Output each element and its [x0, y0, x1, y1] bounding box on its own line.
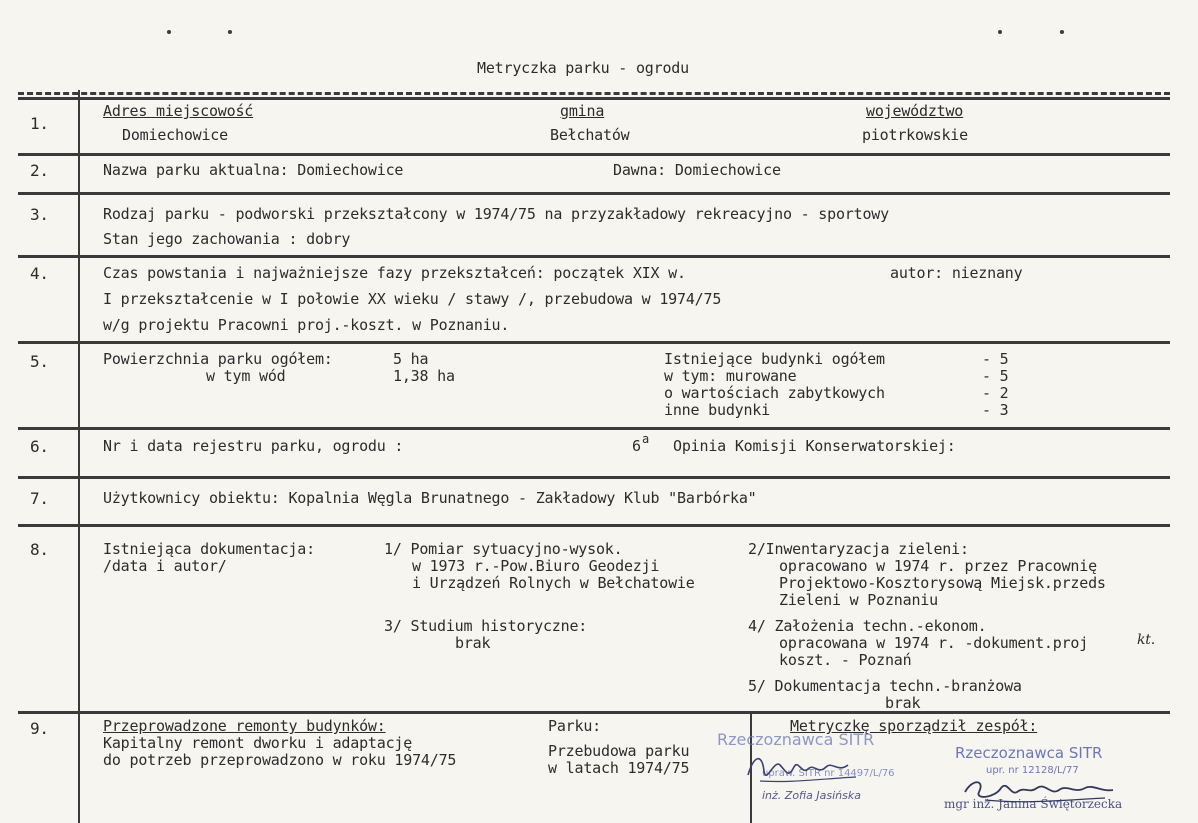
column-divider — [78, 90, 80, 823]
czas-powstania: Czas powstania i najważniejsze fazy przekształceń: początek XIX w. — [103, 264, 686, 282]
doc-2-line-4: Zieleni w Poznaniu — [779, 591, 938, 609]
row-divider — [18, 97, 1170, 100]
row-divider — [18, 341, 1170, 344]
adres-value: Domiechowice — [122, 126, 228, 144]
stamp-left-upr: upraw. SITR nr 14497/L/76 — [762, 768, 895, 779]
rejestr-label: Nr i data rejestru parku, ogrodu : — [103, 437, 404, 455]
wojewodztwo-label: województwo — [866, 102, 964, 120]
uzytkownicy: Użytkownicy obiektu: Kopalnia Węgla Brunatnego - Zakładowy Klub "Barbórka" — [103, 489, 757, 507]
parku-line-2: Przebudowa parku — [548, 742, 690, 760]
opinia-label: Opinia Komisji Konserwatorskiej: — [673, 437, 956, 455]
inne-label: inne budynki — [664, 401, 770, 419]
row-number: 1. — [30, 114, 49, 133]
gmina-value: Bełchatów — [550, 126, 630, 144]
doc-4-line-1: 4/ Założenia techn.-ekonom. — [748, 617, 987, 635]
zabytkowe-value: - 2 — [982, 384, 1009, 402]
parku-line-3: w latach 1974/75 — [548, 759, 690, 777]
row-number: 3. — [30, 205, 49, 224]
paper-speck — [167, 30, 171, 34]
powierzchnia-value: 5 ha — [393, 350, 429, 368]
row-divider — [18, 92, 1170, 95]
dokumentacja-label: Istniejąca dokumentacja: — [103, 540, 315, 558]
stamp-right-title: Rzeczoznawca SITR — [955, 744, 1103, 762]
murowane-label: w tym: murowane — [664, 367, 797, 385]
doc-3-line-1: 3/ Studium historyczne: — [384, 617, 588, 635]
doc-1-line-3: i Urządzeń Rolnych w Bełchatowie — [412, 574, 695, 592]
stamp-right-name: mgr inż. Janina Świętorzecka — [944, 797, 1123, 811]
adres-label: Adres miejscowość — [103, 102, 254, 120]
remonty-line-3: do potrzeb przeprowadzono w roku 1974/75 — [103, 751, 457, 769]
row-number: 8. — [30, 540, 49, 559]
stamp-left-title: Rzeczoznawca SITR — [717, 730, 875, 749]
projekt: w/g projektu Pracowni proj.-koszt. w Poznaniu. — [103, 316, 510, 334]
row-divider — [18, 711, 1170, 714]
row-divider — [18, 524, 1170, 527]
dokumentacja-sublabel: /data i autor/ — [103, 557, 227, 575]
budynki-label: Istniejące budynki ogółem — [664, 350, 885, 368]
row-divider — [18, 153, 1170, 156]
doc-1-line-2: w 1973 r.-Pow.Biuro Geodezji — [412, 557, 660, 575]
doc-4-handwritten-correction: kt. — [1137, 632, 1155, 648]
wod-label: w tym wód — [206, 367, 286, 385]
wod-value: 1,38 ha — [393, 367, 455, 385]
parku-label: Parku: — [548, 717, 601, 735]
zabytkowe-label: o wartościach zabytkowych — [664, 384, 885, 402]
doc-5-line-2: brak — [885, 694, 921, 712]
nazwa-parku: Nazwa parku aktualna: Domiechowice — [103, 161, 404, 179]
doc-2-line-3: Projektowo-Kosztorysową Miejsk.przeds — [779, 574, 1106, 592]
row-number: 2. — [30, 161, 49, 180]
budynki-value: - 5 — [982, 350, 1009, 368]
stan-zachowania: Stan jego zachowania : dobry — [103, 230, 351, 248]
row-number: 9. — [30, 719, 49, 738]
doc-5-line-1: 5/ Dokumentacja techn.-branżowa — [748, 677, 1022, 695]
row-number: 4. — [30, 264, 49, 283]
row-divider — [18, 427, 1170, 430]
doc-4-line-2: opracowana w 1974 r. -dokument.proj — [779, 634, 1089, 652]
remonty-line-2: Kapitalny remont dworku i adaptację — [103, 734, 413, 752]
doc-2-line-1: 2/Inwentaryzacja zieleni: — [748, 540, 969, 558]
rodzaj-parku: Rodzaj parku - podworski przekształcony w 1974/75 na przyzakładowy rekreacyjno - sportowy — [103, 205, 889, 223]
remonty-label: Przeprowadzone remonty budynków: — [103, 717, 386, 735]
row-divider — [18, 476, 1170, 479]
doc-1-line-1: 1/ Pomiar sytuacyjno-wysok. — [384, 540, 623, 558]
document-title: Metryczka parku - ogrodu — [477, 59, 689, 77]
row-number: 7. — [30, 489, 49, 508]
autor: autor: nieznany — [890, 264, 1023, 282]
row-divider — [18, 255, 1170, 258]
item-6a-number: 6 — [632, 437, 641, 455]
dawna-nazwa: Dawna: Domiechowice — [613, 161, 781, 179]
row-number: 6. — [30, 437, 49, 456]
signature-left — [740, 745, 870, 790]
powierzchnia-label: Powierzchnia parku ogółem: — [103, 350, 333, 368]
wojewodztwo-value: piotrkowskie — [862, 126, 968, 144]
doc-2-line-2: opracowano w 1974 r. przez Pracownię — [779, 557, 1097, 575]
paper-speck — [1060, 30, 1064, 34]
murowane-value: - 5 — [982, 367, 1009, 385]
stamp-right-upr: upr. nr 12128/L/77 — [986, 765, 1079, 776]
paper-speck — [228, 30, 232, 34]
przeksztalcenie: I przekształcenie w I połowie XX wieku / stawy /, przebudowa w 1974/75 — [103, 290, 722, 308]
signature-right — [955, 770, 1125, 810]
doc-4-line-3: koszt. - Poznań — [779, 651, 912, 669]
inne-value: - 3 — [982, 401, 1009, 419]
row-divider — [18, 192, 1170, 195]
row-number: 5. — [30, 352, 49, 371]
stamp-left-name: inż. Zofia Jasińska — [762, 789, 861, 802]
zespol-label: Metryczkę sporządził zespół: — [790, 717, 1038, 735]
item-6a-superscript: a — [642, 432, 650, 446]
gmina-label: gmina — [560, 102, 605, 120]
doc-3-line-2: brak — [455, 634, 491, 652]
paper-speck — [998, 30, 1002, 34]
